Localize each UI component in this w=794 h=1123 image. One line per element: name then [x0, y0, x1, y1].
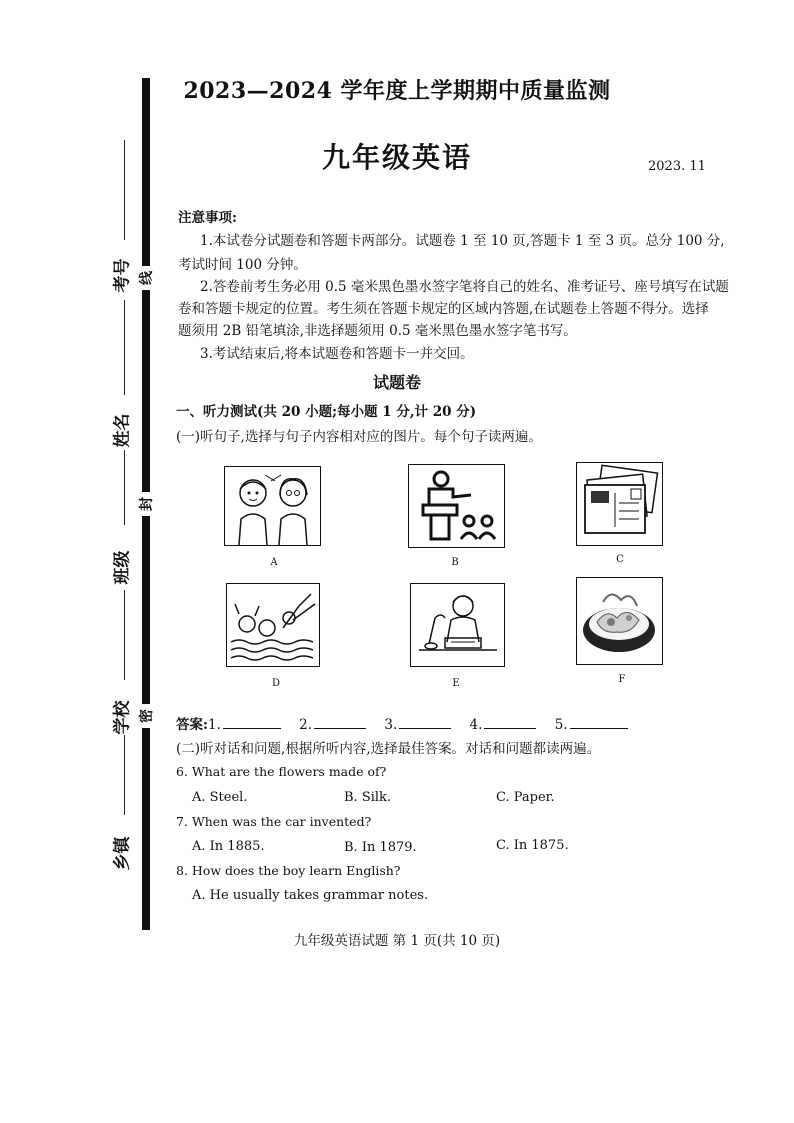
picture-c — [576, 462, 663, 546]
q7-option-c[interactable]: C. In 1875. — [496, 838, 569, 853]
seal-mi: 密 — [134, 704, 158, 728]
answer-number: 2. — [299, 717, 313, 733]
q7-option-b[interactable]: B. In 1879. — [344, 840, 417, 855]
exam-title: 2023—2024 学年度上学期期中质量监测 — [183, 78, 611, 104]
question-7: 7. When was the car invented? — [176, 814, 372, 829]
answers-label: 答案: — [176, 717, 208, 733]
answer-blank-1[interactable] — [223, 714, 281, 729]
two-students-talking-icon — [225, 467, 320, 545]
picture-e-label: E — [452, 678, 460, 689]
part1-sub1: (一)听句子,选择与句子内容相对应的图片。每个句子读两遍。 — [176, 429, 542, 445]
seal-xian: 线 — [134, 266, 158, 290]
part1-heading: 一、听力测试(共 20 小题;每小题 1 分,计 20 分) — [176, 404, 477, 420]
q6-option-c[interactable]: C. Paper. — [496, 790, 555, 805]
postcards-icon — [577, 463, 662, 545]
picture-a-label: A — [270, 557, 278, 568]
boy-studying-icon — [411, 584, 504, 666]
answer-blank-3[interactable] — [399, 714, 451, 729]
answer-blank-2[interactable] — [314, 714, 366, 729]
q7-option-a[interactable]: A. In 1885. — [192, 839, 265, 854]
q6-option-b[interactable]: B. Silk. — [344, 790, 392, 805]
answer-number: 1. — [207, 717, 221, 733]
answer-row — [176, 713, 636, 737]
swimmers-icon — [227, 584, 319, 666]
field-line-xiangzhen — [124, 735, 125, 815]
exam-subject: 九年级英语 — [321, 141, 472, 174]
answer-number: 4. — [469, 717, 483, 733]
field-xingming-label: 姓名 — [112, 413, 133, 448]
notice-heading: 注意事项: — [178, 210, 237, 226]
picture-d-label: D — [271, 678, 281, 689]
picture-f — [576, 577, 663, 665]
q8-option-a[interactable]: A. He usually takes grammar notes. — [192, 888, 429, 903]
field-banji-label: 班级 — [112, 550, 133, 585]
q6-option-a[interactable]: A. Steel. — [192, 790, 248, 805]
field-line-banji — [124, 450, 125, 525]
answer-blank-4[interactable] — [484, 714, 536, 729]
field-line-xuexiao — [124, 590, 125, 680]
picture-c-label: C — [616, 554, 624, 565]
exam-date: 2023. 11 — [648, 159, 706, 174]
answer-number: 5. — [554, 717, 568, 733]
field-xuexiao-label: 学校 — [112, 700, 133, 735]
teacher-at-lectern-icon — [409, 465, 504, 547]
question-6: 6. What are the flowers made of? — [176, 764, 387, 779]
picture-a — [224, 466, 321, 546]
picture-b-label: B — [451, 557, 459, 568]
answer-number: 3. — [384, 717, 398, 733]
food-bowl-icon — [577, 578, 662, 664]
answer-blank-5[interactable] — [570, 714, 628, 729]
picture-b — [408, 464, 505, 548]
part1-sub2: (二)听对话和问题,根据所听内容,选择最佳答案。对话和问题都读两遍。 — [176, 741, 601, 757]
notice-line: 3.考试结束后,将本试题卷和答题卡一并交回。 — [200, 346, 474, 362]
notice-line: 1.本试卷分试题卷和答题卡两部分。试题卷 1 至 10 页,答题卡 1 至 3 页。总分 100 分, — [200, 233, 725, 249]
picture-d — [226, 583, 320, 667]
notice-line: 考试时间 100 分钟。 — [178, 257, 307, 273]
seal-feng: 封 — [134, 492, 158, 516]
field-kaohao-label: 考号 — [112, 258, 133, 293]
question-8: 8. How does the boy learn English? — [176, 863, 401, 878]
page-footer: 九年级英语试题 第 1 页(共 10 页) — [293, 933, 501, 949]
picture-f-label: F — [618, 674, 626, 685]
picture-e — [410, 583, 505, 667]
field-xiangzhen-label: 乡镇 — [112, 836, 133, 871]
notice-line: 卷和答题卡规定的位置。考生须在答题卡规定的区域内答题,在试题卷上答题不得分。选择 — [178, 301, 709, 317]
notice-line: 题须用 2B 铅笔填涂,非选择题须用 0.5 毫米黑色墨水签字笔书写。 — [178, 323, 577, 339]
notice-line: 2.答卷前考生务必用 0.5 毫米黑色墨水签字笔将自己的姓名、准考证号、座号填写在试题 — [200, 279, 729, 295]
section-title: 试题卷 — [372, 373, 421, 392]
